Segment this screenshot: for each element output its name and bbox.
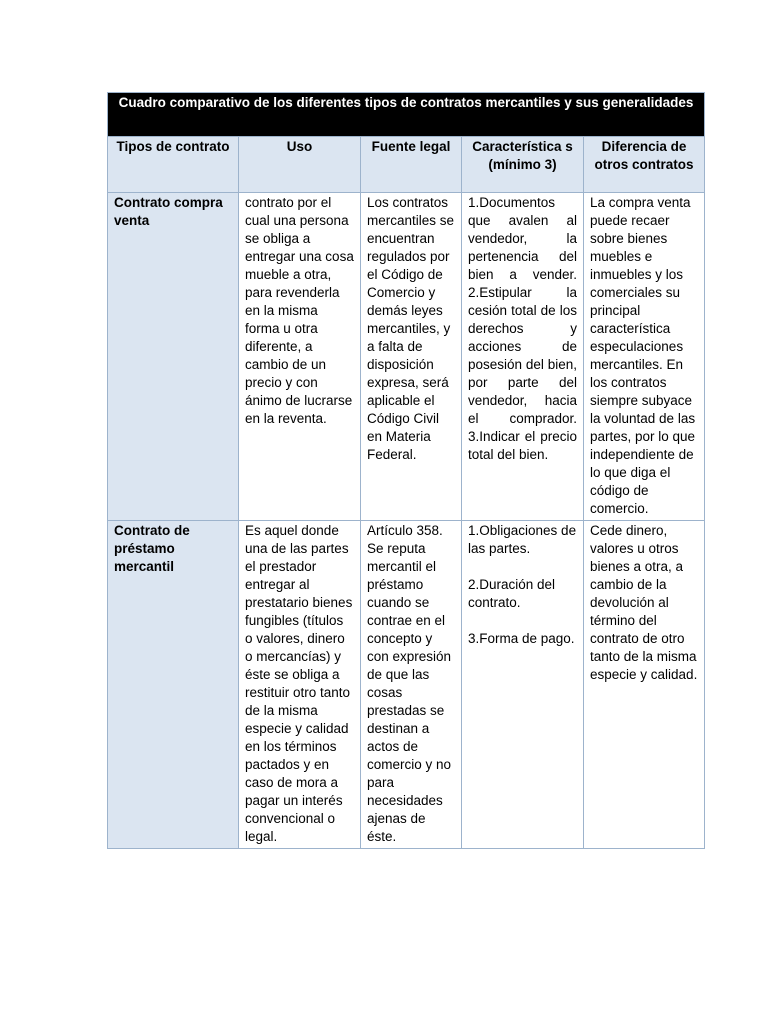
caracteristica-item: 1.Obligaciones de las partes. [468, 523, 577, 556]
table-row [108, 521, 705, 849]
comparison-table [107, 92, 705, 849]
header-tipos: Tipos de contrato [108, 137, 239, 193]
cell-uso: contrato por el cual una persona se obliga a entregar una cosa mueble a otra, para revenderla en la misma forma u otra diferente, a cambio de un precio y con ánimo de lucrarse en la reventa. [239, 193, 361, 521]
cell-caracteristicas [462, 193, 584, 521]
caracteristica-item: 3.Forma de pago. [468, 631, 575, 646]
header-uso: Uso [239, 137, 361, 193]
table-row [108, 193, 705, 521]
header-fuente: Fuente legal [361, 137, 462, 193]
row-label-prestamo: Contrato de préstamo mercantil [108, 521, 239, 849]
title-row [108, 93, 705, 137]
header-diferencia: Diferencia de otros contratos [584, 137, 705, 193]
cell-fuente: Artículo 358. Se reputa mercantil el préstamo cuando se contrae en el concepto y con expresión de que las cosas prestadas se destinan a actos de comercio y no para necesidades ajenas de éste. [361, 521, 462, 849]
caracteristica-item: 2.Estipular la cesión total de los derechos y acciones de posesión del bien, por parte del vendedor, hacia el comprador. [468, 285, 577, 426]
header-caracteristicas: Característica s (mínimo 3) [462, 137, 584, 193]
cell-fuente: Los contratos mercantiles se encuentran regulados por el Código de Comercio y demás leyes mercantiles, y a falta de disposición expresa, será aplicable el Código Civil en Materia Federal. [361, 193, 462, 521]
cell-caracteristicas [462, 521, 584, 849]
cell-uso: Es aquel donde una de las partes el prestador entregar al prestatario bienes fungibles (títulos o valores, dinero o mercancías) y éste se obliga a restituir otro tanto de la misma especie y calidad en los términos pactados y en caso de mora a pagar un interés convencional o legal. [239, 521, 361, 849]
row-label-compra-venta: Contrato compra venta [108, 193, 239, 521]
caracteristica-item: 1.Documentos que avalen al vendedor, la pertenencia del bien a vender. [468, 195, 577, 282]
table-title: Cuadro comparativo de los diferentes tipos de contratos mercantiles y sus generalidades [108, 93, 705, 137]
caracteristica-item: 2.Duración del contrato. [468, 577, 556, 610]
cell-diferencia: Cede dinero, valores u otros bienes a otra, a cambio de la devolución al término del contrato de otro tanto de la misma especie y calidad. [584, 521, 705, 849]
caracteristica-item: 3.Indicar el precio total del bien. [468, 429, 577, 462]
cell-diferencia: La compra venta puede recaer sobre bienes muebles e inmuebles y los comerciales su principal característica especulaciones mercantiles. En los contratos siempre subyace la voluntad de las partes, por lo que independiente de lo que diga el código de comercio. [584, 193, 705, 521]
header-row [108, 137, 705, 193]
